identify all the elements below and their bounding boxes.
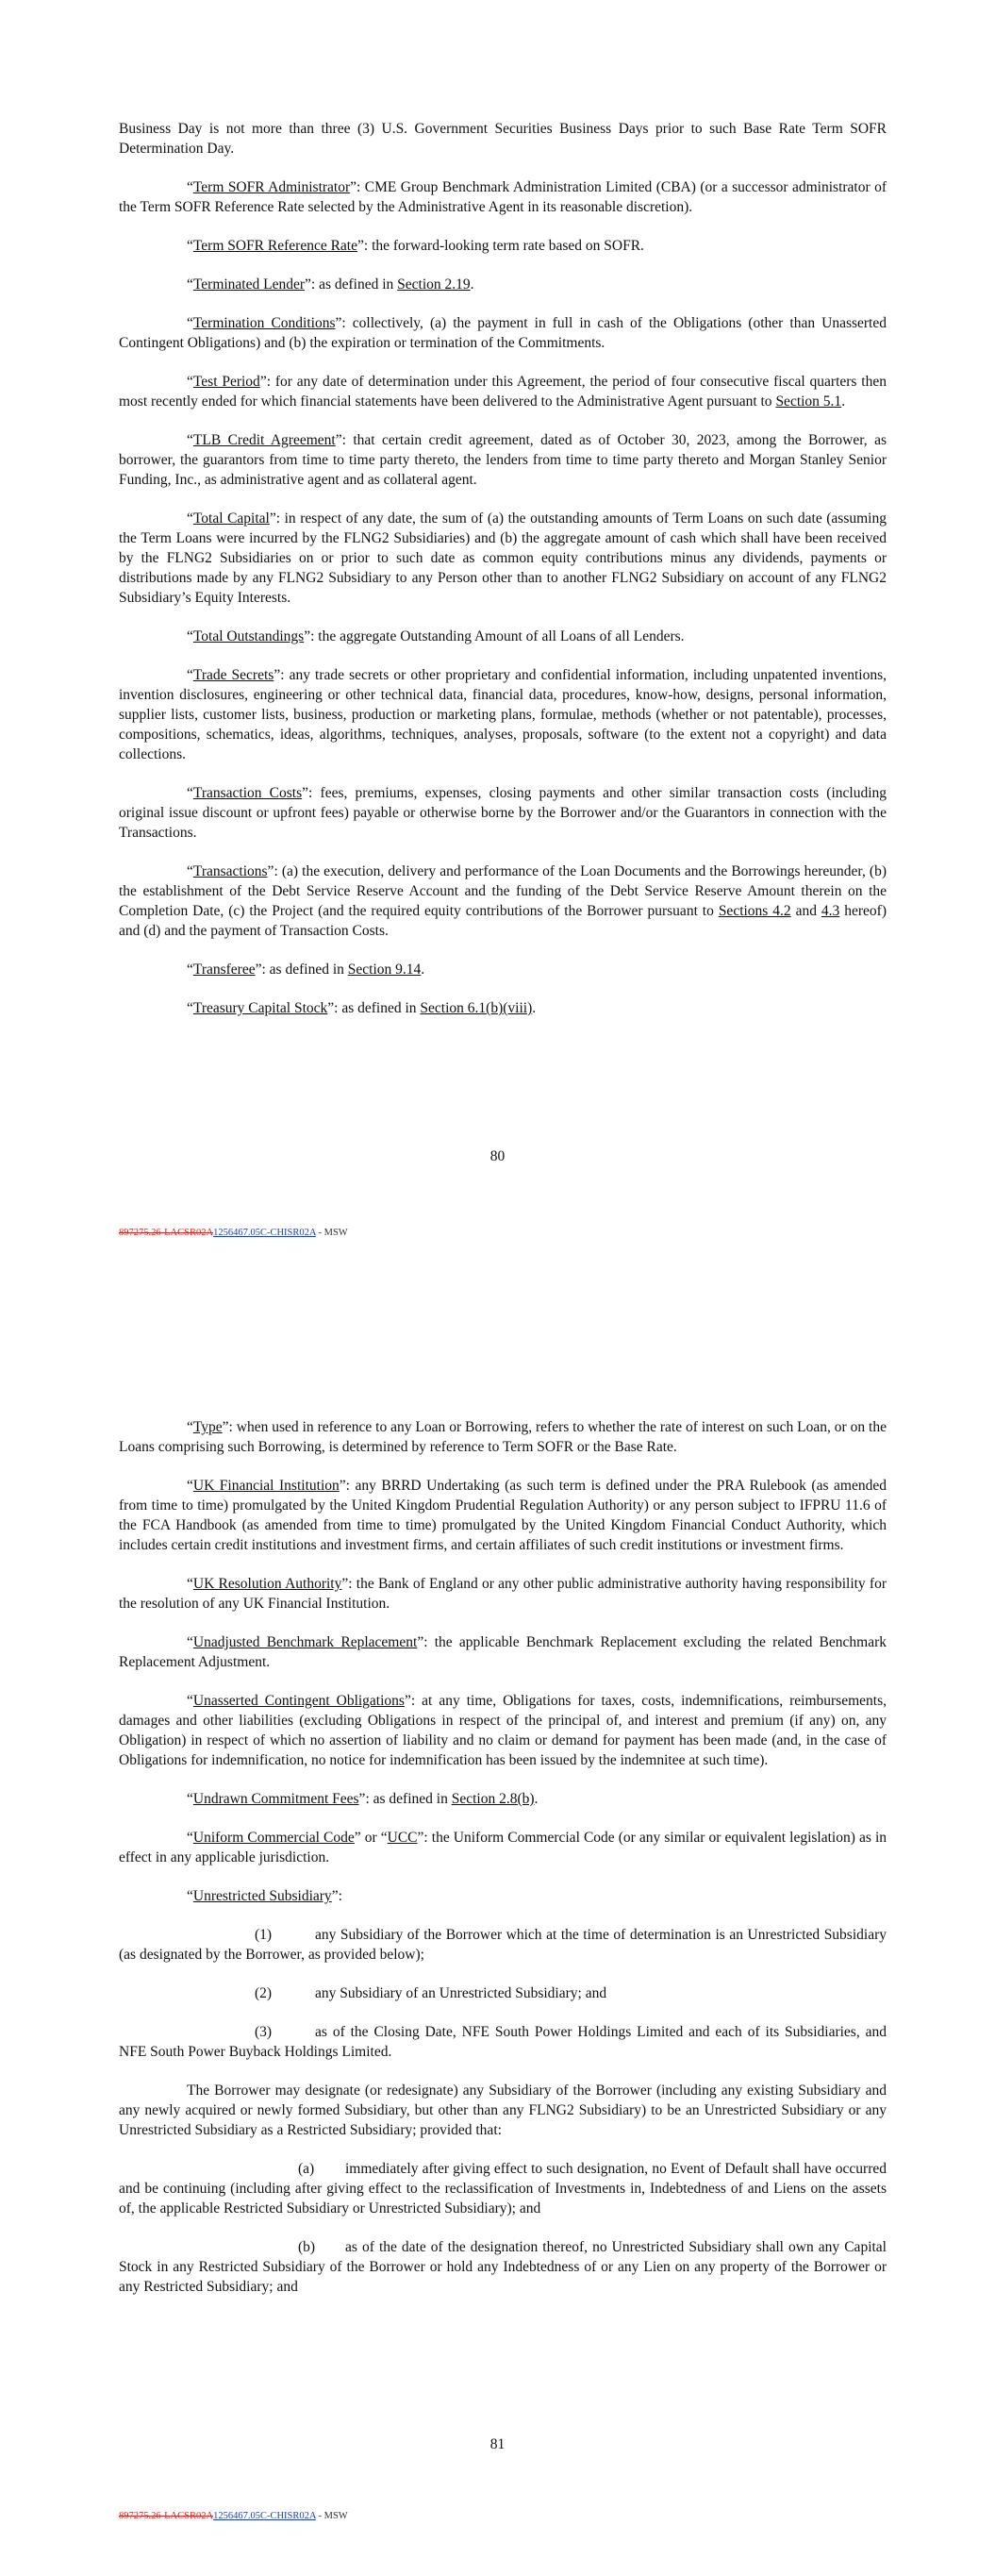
definition-text: : at any time, Obligations for taxes, costs, indemnifications, reimbursements, damages and other liabilities (excluding Obligations in respect of the principal of, and interest and premium (if any) on, any Obligation) in respect of which no assertion of liability and no claim or demand for payment has been made (and, in the case of Obligations for indemnification, no notice for indemnification has been issued by the indemnitee at such time). [119,1693,887,1768]
list-item-2 [119,1983,887,2003]
definition-transaction-costs: “Transaction Costs”: fees, premiums, expenses, closing payments and other similar transaction costs (including original issue discount or upfront fees) payable or otherwise borne by the Borrower and/or the Guarantors in connection with the Transactions. [119,785,887,841]
designation-paragraph: The Borrower may designate (or redesignate) any Subsidiary of the Borrower (including any existing Subsidiary and any newly acquired or newly formed Subsidiary, but other than any FLNG2 Subsidiary) to be an Unrestricted Subsidiary or any Unrestricted Subsidiary as a Restricted Subsidiary; provided that: [119,2083,887,2138]
defined-term: Transferee [192,962,256,978]
footer-inserted-id: 1256467.05C-CHISR02A [213,2511,316,2521]
document-footer [119,1223,348,1243]
definition-text: : the applicable Benchmark Replacement excluding the related Benchmark Replacement Adjustment. [119,1634,887,1670]
definition-text: : the forward-looking term rate based on SOFR. [363,238,644,254]
defined-term: Termination Conditions [192,315,336,331]
condition-b [119,2237,887,2297]
section-reference: Sections 4.2 [718,903,791,919]
defined-term: UK Resolution Authority [192,1576,342,1592]
defined-term: Uniform Commercial Code [192,1830,355,1846]
definition-treasury-capital-stock: “Treasury Capital Stock”: as defined in Section 6.1(b)(viii). [187,1000,537,1016]
footer-suffix: - MSW [315,1228,348,1238]
section-reference-2: 4.3 [821,903,840,919]
condition-a [119,2159,887,2218]
defined-term: Test Period [192,374,260,390]
page-81 [0,1293,995,2576]
definition-text-end: . [421,962,425,978]
defined-term: Terminated Lender [192,276,306,293]
or-connector: ” or “ [354,1830,388,1846]
definition-unadjusted-benchmark-replacement: “Unadjusted Benchmark Replacement”: the applicable Benchmark Replacement excluding the related Benchmark Replacement Adjustment. [119,1634,887,1670]
condition-text: immediately after giving effect to such designation, no Event of Default shall have occurred and be continuing (including after giving effect to the reclassification of Investments in, Indebtedness of and Liens on the assets of, the applicable Restricted Subsidiary or Unrestricted Subsidiary); and [119,2161,887,2216]
definition-text: : any BRRD Undertaking (as such term is defined under the PRA Rulebook (as amended from time to time) promulgated by the United Kingdom Prudential Regulation Authority) or any person subject to IFPRU 11.6 of the FCA Handbook (as amended from time to time) promulgated by the United Kingdom Financial Conduct Authority, which includes certain credit institutions and investment firms, and certain affiliates of such credit institutions or investment firms. [119,1478,887,1553]
condition-text: as of the date of the designation thereof, no Unrestricted Subsidiary shall own any Capital Stock in any Restricted Subsidiary of the Borrower or hold any Indebtedness of or any Lien on any property of the Borrower or any Restricted Subsidiary; and [119,2239,887,2295]
section-reference: Section 2.8(b) [451,1791,535,1807]
continuation-paragraph: Business Day is not more than three (3) U.S. Government Securities Business Days prior to such Base Rate Term SOFR Determination Day. [119,121,887,157]
definition-text: : any trade secrets or other proprietary and confidential information, including unpatented inventions, invention disclosures, engineering or other technical data, financial data, procedures, know-how, designs, personal information, supplier lists, customer lists, business, production or marketing plans, formulae, methods (whether or not patentable), processes, compositions, schematics, ideas, algorithms, techniques, analyses, proposals, software (to the extent not a copyright) and data collections. [119,667,887,762]
definition-termination-conditions: “Termination Conditions”: collectively, (a) the payment in full in cash of the Obligations (other than Unasserted Contingent Obligations) and (b) the expiration or termination of the Commitments. [119,315,887,351]
defined-term: Transactions [192,863,268,879]
definition-unrestricted-subsidiary: “Unrestricted Subsidiary”: [187,1888,342,1904]
defined-term: TLB Credit Agreement [192,432,336,448]
list-item-3 [119,2022,887,2062]
definition-text: : that certain credit agreement, dated as of October 30, 2023, among the Borrower, as borrower, the guarantors from time to time party thereto, the lenders from time to time party thereto and Morgan Stanley Senior Funding, Inc., as administrative agent and as collateral agent. [119,432,887,488]
definition-type: “Type”: when used in reference to any Loan or Borrowing, refers to whether the rate of interest on such Loan, or on the Loans comprising such Borrowing, is determined by reference to Term SOFR or the Base Rate. [119,1419,887,1455]
definition-text: : CME Group Benchmark Administration Limited (CBA) (or a successor administrator of the Term SOFR Reference Rate selected by the Administrative Agent in its reasonable discretion). [119,179,887,215]
definition-text: : the Bank of England or any other public administrative authority having responsibility for the resolution of any UK Financial Institution. [119,1576,887,1612]
definition-text: : (a) the execution, delivery and performance of the Loan Documents and the Borrowings hereunder, (b) the establishment of the Debt Service Reserve Account and the funding of the Debt Service Reserve Amount therein on the Completion Date, (c) the Project (and the required equity contributions of the Borrower pursuant to [119,863,887,919]
definition-uniform-commercial-code: “Uniform Commercial Code” or “UCC”: the Uniform Commercial Code (or any similar or equivalent legislation) as in effect in any applicable jurisdiction. [119,1830,887,1865]
definition-text: : collectively, (a) the payment in full in cash of the Obligations (other than Unasserted Contingent Obligations) and (b) the expiration or termination of the Commitments. [119,315,887,351]
definition-text-end: . [470,276,474,293]
page-number: 80 [489,1148,506,1164]
definition-transferee: “Transferee”: as defined in Section 9.14. [187,962,425,978]
list-text: any Subsidiary of an Unrestricted Subsidiary; and [315,1985,607,2001]
definition-text: : for any date of determination under this Agreement, the period of four consecutive fiscal quarters then most recently ended for which financial statements have been delivered to the Administrative Agent pursuant to [119,374,887,410]
definition-trade-secrets: “Trade Secrets”: any trade secrets or other proprietary and confidential information, including unpatented inventions, invention disclosures, engineering or other technical data, financial data, procedures, know-how, designs, personal information, supplier lists, customer lists, business, production or marketing plans, formulae, methods (whether or not patentable), processes, compositions, schematics, ideas, algorithms, techniques, analyses, proposals, software (to the extent not a copyright) and data collections. [119,667,887,762]
footer-deleted-id: 897275.26-LACSR02A [119,1228,214,1238]
section-reference: Section 9.14 [347,962,422,978]
definition-uk-resolution-authority: “UK Resolution Authority”: the Bank of England or any other public administrative authority having responsibility for the resolution of any UK Financial Institution. [119,1576,887,1612]
defined-term: UK Financial Institution [192,1478,340,1494]
defined-term: Trade Secrets [192,667,274,683]
footer-inserted-id: 1256467.05C-CHISR02A [213,1228,316,1238]
definition-terminated-lender: “Terminated Lender”: as defined in Section 2.19. [187,276,474,293]
definition-text: : as defined in [261,962,348,978]
document-footer [119,2506,348,2526]
defined-term: Type [192,1419,223,1435]
list-number: (3) [255,2024,273,2040]
list-number: (2) [255,1985,273,2001]
section-reference: Section 5.1 [775,393,842,410]
definition-undrawn-commitment-fees: “Undrawn Commitment Fees”: as defined in Section 2.8(b). [187,1791,539,1807]
page-number: 81 [489,2436,506,2452]
definition-term-sofr-administrator: “Term SOFR Administrator”: CME Group Benchmark Administration Limited (CBA) (or a successor administrator of the Term SOFR Reference Rate selected by the Administrative Agent in its reasonable discretion). [119,179,887,215]
defined-term: Total Outstandings [192,628,305,644]
list-text: as of the Closing Date, NFE South Power Holdings Limited and each of its Subsidiaries, and NFE South Power Buyback Holdings Limited. [119,2024,887,2060]
definition-total-outstandings: “Total Outstandings”: the aggregate Outstanding Amount of all Loans of all Lenders. [187,628,685,644]
footer-deleted-id: 897275.26-LACSR02A [119,2511,214,2521]
defined-term: Total Capital [192,510,270,527]
definition-text: : as defined in [310,276,398,293]
defined-term: Unasserted Contingent Obligations [192,1693,405,1709]
definition-text-mid: and [790,903,821,919]
definition-text: : the Uniform Commercial Code (or any similar or equivalent legislation) as in effect in any applicable jurisdiction. [119,1830,887,1865]
definition-tlb-credit-agreement: “TLB Credit Agreement”: that certain credit agreement, dated as of October 30, 2023, among the Borrower, as borrower, the guarantors from time to time party thereto, the lenders from time to time party thereto and Morgan Stanley Senior Funding, Inc., as administrative agent and as collateral agent. [119,432,887,488]
defined-term: Term SOFR Reference Rate [192,238,357,254]
section-reference: Section 6.1(b)(viii) [420,1000,533,1016]
definition-text: : in respect of any date, the sum of (a) the outstanding amounts of Term Loans on such date (assuming the Term Loans were incurred by the FLNG2 Subsidiaries) and (b) the aggregate amount of cash which shall have been received by the FLNG2 Subsidiaries on or prior to such date as common equity contributions minus any dividends, payments or distributions made by any FLNG2 Subsidiary to any Person other than to another FLNG2 Subsidiary on account of any FLNG2 Subsidiary’s Equity Interests. [119,510,887,606]
definition-term-sofr-reference-rate: “Term SOFR Reference Rate”: the forward-looking term rate based on SOFR. [187,238,644,254]
definition-text: : [338,1888,342,1904]
footer-suffix: - MSW [315,2511,348,2521]
defined-term-abbr: UCC [387,1830,418,1846]
definition-text: : as defined in [365,1791,452,1807]
definition-total-capital: “Total Capital”: in respect of any date, the sum of (a) the outstanding amounts of Term Loans on such date (assuming the Term Loans were incurred by the FLNG2 Subsidiaries) and (b) the aggregate amount of cash which shall have been received by the FLNG2 Subsidiaries on or prior to such date as common equity contributions minus any dividends, payments or distributions made by any FLNG2 Subsidiary to any Person other than to another FLNG2 Subsidiary on account of any FLNG2 Subsidiary’s Equity Interests. [119,510,887,606]
definition-text-end: . [841,393,846,410]
list-item-1 [119,1925,887,1965]
defined-term: Unadjusted Benchmark Replacement [192,1634,418,1650]
definition-text: : the aggregate Outstanding Amount of all Loans of all Lenders. [310,628,685,644]
definition-text: : when used in reference to any Loan or Borrowing, refers to whether the rate of interest on such Loan, or on the Loans comprising such Borrowing, is determined by reference to Term SOFR or the Base Rate. [119,1419,887,1455]
definition-text: : fees, premiums, expenses, closing payments and other similar transaction costs (including original issue discount or upfront fees) payable or otherwise borne by the Borrower and/or the Guarantors in connection with the Transactions. [119,785,887,841]
defined-term: Term SOFR Administrator [192,179,351,195]
list-number: (1) [255,1927,273,1943]
definition-uk-financial-institution: “UK Financial Institution”: any BRRD Undertaking (as such term is defined under the PRA Rulebook (as amended from time to time) promulgated by the United Kingdom Prudential Regulation Authority) or any person subject to IFPRU 11.6 of the FCA Handbook (as amended from time to time) promulgated by the United Kingdom Financial Conduct Authority, which includes certain credit institutions and investment firms, and certain affiliates of such credit institutions or investment firms. [119,1478,887,1553]
definition-text: : as defined in [334,1000,421,1016]
definition-unasserted-contingent-obligations: “Unasserted Contingent Obligations”: at any time, Obligations for taxes, costs, indemnifications, reimbursements, damages and other liabilities (excluding Obligations in respect of the principal of, and interest and premium (if any) on, any Obligation) in respect of which no assertion of liability and no claim or demand for payment has been made (and, in the case of Obligations for indemnification, no notice for indemnification has been issued by the indemnitee at such time). [119,1693,887,1768]
defined-term: Unrestricted Subsidiary [192,1888,332,1904]
defined-term: Treasury Capital Stock [192,1000,328,1016]
definition-test-period: “Test Period”: for any date of determination under this Agreement, the period of four consecutive fiscal quarters then most recently ended for which financial statements have been delivered to the Administrative Agent pursuant to Section 5.1. [119,374,887,410]
defined-term: Transaction Costs [192,785,303,801]
page-81-content [119,1417,887,2316]
section-reference: Section 2.19 [397,276,471,293]
definition-text-end: hereof) and (d) and the payment of Transaction Costs. [119,903,887,939]
page-80-content [119,119,887,1037]
condition-number: (b) [298,2239,316,2255]
list-text: any Subsidiary of the Borrower which at the time of determination is an Unrestricted Subsidiary (as designated by the Borrower, as provided below); [119,1927,887,1963]
definition-text-end: . [532,1000,537,1016]
defined-term: Undrawn Commitment Fees [192,1791,359,1807]
definition-transactions: “Transactions”: (a) the execution, delivery and performance of the Loan Documents and the Borrowings hereunder, (b) the establishment of the Debt Service Reserve Account and the funding of the Debt Service Reserve Amount therein on the Completion Date, (c) the Project (and the required equity contributions of the Borrower pursuant to Sections 4.2 and 4.3 hereof) and (d) and the payment of Transaction Costs. [119,863,887,939]
definition-text-end: . [534,1791,539,1807]
condition-number: (a) [298,2161,315,2177]
